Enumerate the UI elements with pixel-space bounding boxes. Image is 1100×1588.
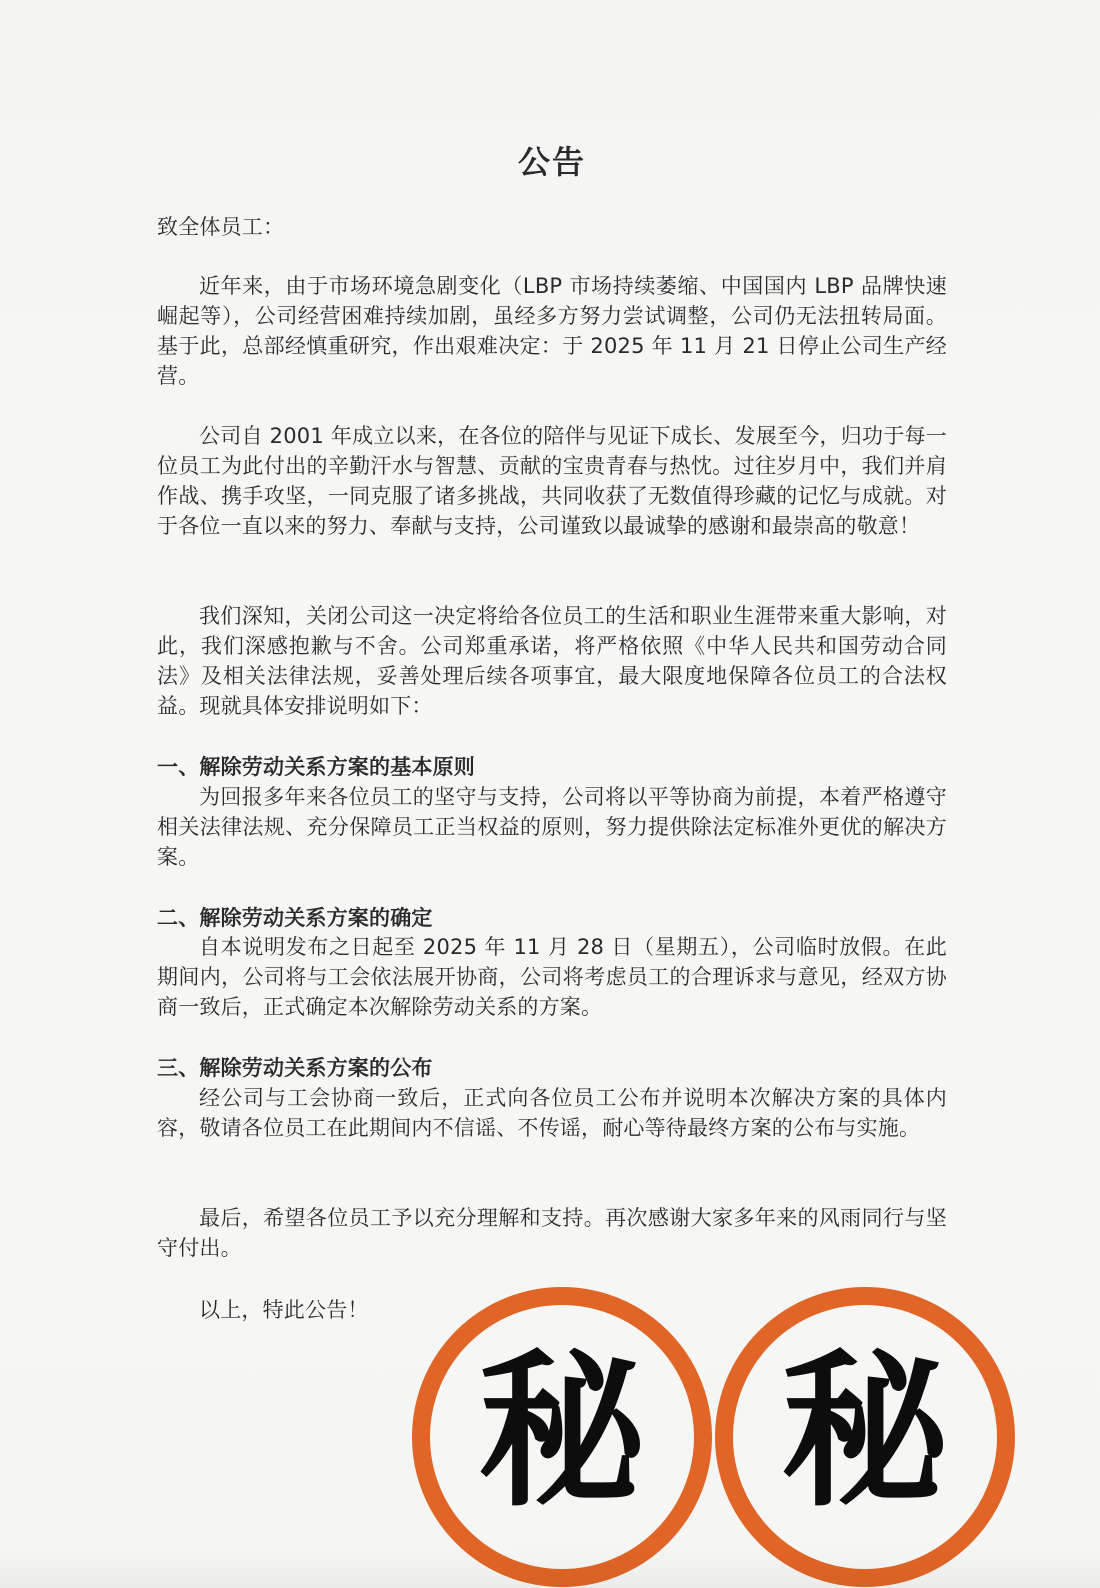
section-body-3: 经公司与工会协商一致后，正式向各位员工公布并说明本次解决方案的具体内容，敬请各位员工在此期间内不信谣、不传谣，耐心等待最终方案的公布与实施。: [157, 1086, 947, 1140]
page-edge-shadow: [0, 1548, 1100, 1588]
intro-paragraph-1: 近年来，由于市场环境急剧变化（LBP 市场持续萎缩、中国国内 LBP 品牌快速崛起等），公司经营困难持续加剧，虽经多方努力尝试调整，公司仍无法扭转局面。基于此，总部经慎重研究，作出艰难决定：于 2025 年 11 月 21 日停止公司生产经营。: [157, 274, 947, 388]
sign-off: 以上，特此公告！: [199, 1298, 369, 1322]
page-title: 公告: [517, 143, 586, 181]
section-heading-3: 三、解除劳动关系方案的公布: [157, 1056, 433, 1080]
confidential-stamp-left: [412, 1287, 712, 1587]
stamp-char: 秘: [781, 1334, 949, 1530]
section-heading-2: 二、解除劳动关系方案的确定: [157, 906, 433, 930]
stamp-group: [410, 1283, 1050, 1588]
intro-paragraph-2: 公司自 2001 年成立以来，在各位的陪伴与见证下成长、发展至今，归功于每一位员工为此付出的辛勤汗水与智慧、贡献的宝贵青春与热忱。过往岁月中，我们并肩作战、携手攻坚，一同克服了诸多挑战，共同收获了无数值得珍藏的记忆与成就。对于各位一直以来的努力、奉献与支持，公司谨致以最诚挚的感谢和最崇高的敬意！: [157, 424, 947, 538]
section-body-2: 自本说明发布之日起至 2025 年 11 月 28 日（星期五），公司临时放假。在此期间内，公司将与工会依法展开协商，公司将考虑员工的合理诉求与意见，经双方协商一致后，正式确定本次解除劳动关系的方案。: [157, 935, 947, 1019]
stamp-char: 秘: [478, 1334, 646, 1530]
section-body-1: 为回报多年来各位员工的坚守与支持，公司将以平等协商为前提，本着严格遵守相关法律法规、充分保障员工正当权益的原则，努力提供除法定标准外更优的解决方案。: [157, 785, 947, 869]
closing-paragraph: 最后，希望各位员工予以充分理解和支持。再次感谢大家多年来的风雨同行与坚守付出。: [157, 1206, 947, 1260]
section-heading-1: 一、解除劳动关系方案的基本原则: [157, 755, 475, 779]
intro-paragraph-3: 我们深知，关闭公司这一决定将给各位员工的生活和职业生涯带来重大影响，对此，我们深感抱歉与不舍。公司郑重承诺，将严格依照《中华人民共和国劳动合同法》及相关法律法规，妥善处理后续各项事宜，最大限度地保障各位员工的合法权益。现就具体安排说明如下：: [157, 604, 947, 718]
confidential-stamp-right: [715, 1287, 1015, 1587]
salutation: 致全体员工：: [157, 215, 285, 239]
